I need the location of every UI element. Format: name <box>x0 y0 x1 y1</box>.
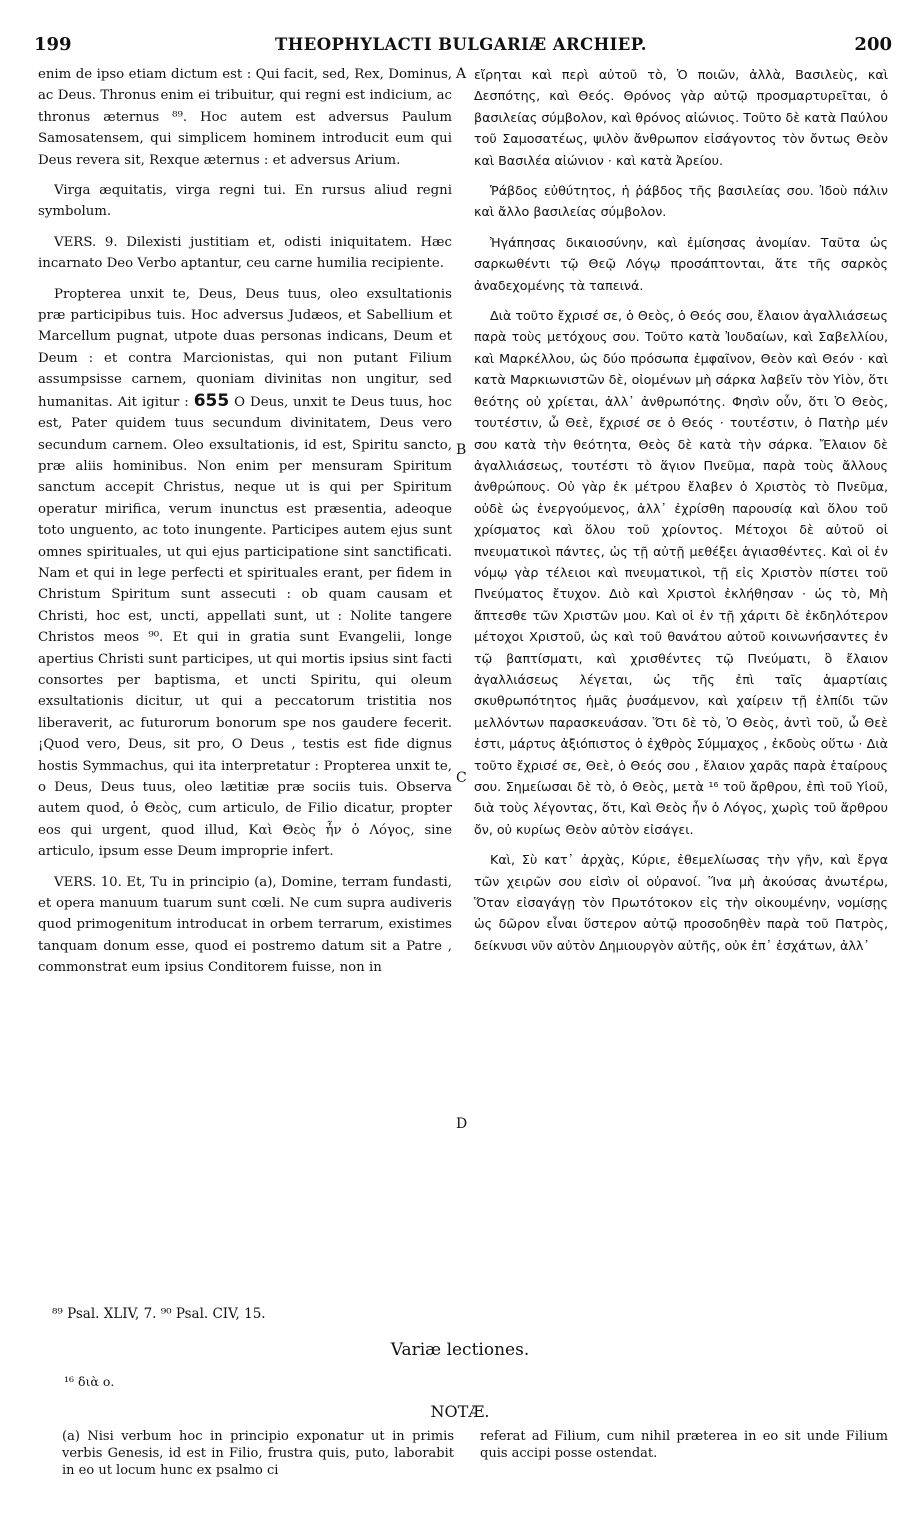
latin-paragraph <box>38 284 452 863</box>
latin-paragraph: Virga æquitatis, virga regni tui. En rursus aliud regni symbolum. <box>38 183 452 220</box>
margin-letter-c: C <box>456 770 467 786</box>
running-title: THEOPHYLACTI BULGARIÆ ARCHIEP. <box>275 35 647 54</box>
latin-paragraph: VERS. 10. Et, Tu in principio (a), Domine, terram fundasti, et opera manuum tuarum sunt cœli. Ne cum supra audiveris quod primogenitum introducat in orbem terrarum, existimes tanquam donum esse, quod ei postremo datum sit a Patre , commonstrat eum ipsius Conditorem fuisse, non in <box>38 874 452 976</box>
latin-text: O Deus, unxit te Deus tuus, hoc est, Pater quidem tuus secundum divinitatem, Deus vero secundum carnem. Oleo exsultationis, id est, Spiritu sancto, præ aliis hominibus. Non enim per mensuram Spiritum sanctum accepit Christus, neque ut is qui per Spiritum operatur mirifica, verum inunctus est præsentia, adeoque toto unguento, ac toto inungente. Participes autem ejus sunt omnes spirituales, ut qui ejus participatione sint sanctificati. Nam et qui in lege perfecti et spirituales erant, per fidem in Christum Spiritum sunt assecuti : ob quam causam et Christi, hoc est, uncti, appellati sunt, ut : Nolite tangere Christos meos ⁹⁰. Et qui in gratia sunt Evangelii, longe apertius Christi sunt participes, ut qui mortis ipsius sint facti consortes per baptisma, et uncti Spiritu, qui oleum exsultationis dicitur, ut qui a peccatorum tristitia nos liberaverit, ac futurorum bonorum spe nos gaudere fecerit. ¡Quod vero, Deus, sit pro, O Deus , testis est fide dignus hostis Symmachus, qui ita interpretatur : Propterea unxit te, o Deus, Deus tuus, oleo lætitiæ præ sociis tuis. Observa autem quod, ὁ Θεὸς, cum articulo, de Filio dicatur, propter eos qui urgent, quod illud, Καὶ Θεὸς ἦν ὁ Λόγος, sine articulo, ipsum esse Deum improprie infert. <box>38 394 452 860</box>
varia-lectiones-item: ¹⁶ διὰ ο. <box>64 1374 115 1389</box>
greek-paragraph: Διὰ τοῦτο ἔχρισέ σε, ὁ Θεὸς, ὁ Θεός σου, ἔλαιον ἀγαλλιάσεως παρὰ τοὺς μετόχους σου. Τοῦτο κατὰ Ἰουδαίων, καὶ Σαβελλίου, καὶ Μαρκέλλου, ὡς δύο πρόσωπα ἐμφαῖνον, Θεὸν καὶ Θεόν · καὶ κατὰ Μαρκιωνιστῶν δὲ, οἰομένων μὴ σάρκα λαβεῖν τὸν Υἱὸν, ὅτι θεότης οὐ χρίεται, ἀλλ᾽ ἀνθρωπότης. Φησὶν οὖν, ὅτι Ὁ Θεὸς, τουτέστιν, ὦ Θεὲ, ἔχρισέ σε ὁ Θεός · τουτέστιν, ὁ Πατὴρ μέν σου κατὰ τὴν θεότητα, Θεὸς δὲ κατὰ τὴν σάρκα. Ἔλαιον δὲ ἀγαλλιάσεως, τουτέστι τὸ ἅγιον Πνεῦμα, παρὰ τοὺς ἄλλους ἀνθρώπους. Οὐ γὰρ ἐκ μέτρου ἔλαβεν ὁ Χριστὸς τὸ Πνεῦμα, οὐδὲ ὡς ἐνεργούμενος, ἀλλ᾽ ἐχρίσθη παρουσίᾳ καὶ ὅλου τοῦ χρίσματος καὶ ὅλου τοῦ χρίοντος. Μέτοχοι δὲ αὐτοῦ οἱ πνευματικοὶ πάντες, ὡς τῇ αὐτῇ μεθέξει ἁγιασθέντες. Καὶ οἱ ἐν νόμῳ γὰρ τέλειοι καὶ πνευματικοὶ, τῇ εἰς Χριστὸν πίστει τοῦ Πνεύματος ἔτυχον. Διὸ καὶ Χριστοὶ ἐκλήθησαν · ὡς τὸ, Μὴ ἅπτεσθε τῶν Χριστῶν μου. Καὶ οἱ ἐν τῇ χάριτι δὲ ἐκδηλότερον μέτοχοι Χριστοῦ, ὡς καὶ τοῦ θανάτου αὐτοῦ κοινωνήσαντες ἐν τῷ βαπτίσματι, καὶ χρισθέντες τῷ Πνεύματι, ὃ ἔλαιον ἀγαλλιάσεως λέγεται, ὡς τῆς ἐπὶ ταῖς ἁμαρτίαις σκυθρωπότητος ἡμᾶς ῥυσάμενον, καὶ χαίρειν τῇ ἐλπίδι τῶν μελλόντων παρασκευάσαν. Ὅτι δὲ τὸ, Ὁ Θεὸς, ἀντὶ τοῦ, ὦ Θεὲ ἐστι, μάρτυς ἀξιόπιστος ὁ ἐχθρὸς Σύμμαχος , ἐκδοὺς οὕτω · Διὰ τοῦτο ἔχρισέ σε, Θεὲ, ὁ Θεός σου , ἔλαιον χαρᾶς παρὰ ἑταίρους σου. Σημείωσαι δὲ τὸ, ὁ Θεὸς, μετὰ ¹⁶ τοῦ ἄρθρου, ἐπὶ τοῦ Υἱοῦ, διὰ τοὺς λέγοντας, ὅτι, Καὶ Θεὸς ἦν ὁ Λόγος, χωρὶς τοῦ ἄρθρου ὄν, οὐ κυρίως Θεὸν αὐτὸν εἰσάγει. <box>474 308 888 837</box>
notae-heading: NOTÆ. <box>430 1402 490 1421</box>
latin-column <box>38 64 452 988</box>
margin-letter-b: B <box>456 442 467 458</box>
page-number-left: 199 <box>34 34 72 55</box>
running-header <box>30 34 892 58</box>
greek-paragraph: Καὶ, Σὺ κατ᾽ ἀρχὰς, Κύριε, ἐθεμελίωσας τὴν γῆν, καὶ ἔργα τῶν χειρῶν σου εἰσὶν οἱ οὐρανοί. Ἵνα μὴ ἀκούσας ἀνωτέρω, Ὅταν εἰσαγάγῃ τὸν Πρωτότοκον εἰς τὴν οἰκουμένην, νομίσῃς ὡς δῶρον εἶναι ὕστερον αὐτῷ προσοδηθὲν παρὰ τοῦ Πατρὸς, δείκνυσι νῦν αὐτὸν Δημιουργὸν αὐτῆς, οὐκ ἐπ᾽ ἐσχάτων, ἀλλ᾽ <box>474 852 888 953</box>
scripture-references: ⁸⁹ Psal. XLIV, 7. ⁹⁰ Psal. CIV, 15. <box>52 1306 266 1322</box>
page-number-right: 200 <box>854 34 892 55</box>
column-number: 655 <box>193 390 230 411</box>
margin-letter-a: A <box>456 66 467 82</box>
greek-paragraph: εἴρηται καὶ περὶ αὐτοῦ τὸ, Ὁ ποιῶν, ἀλλὰ, Βασιλεὺς, καὶ Δεσπότης, καὶ Θεός. Θρόνος γὰρ αὐτῷ προσμαρτυρεῖται, ὁ βασιλείας σύμβολον, καὶ θρόνος αἰώνιος. Τοῦτο δὲ κατὰ Παύλου τοῦ Σαμοσατέως, ψιλὸν ἄνθρωπον εἰσάγοντος τὸν ὄντως Θεὸν καὶ Βασιλέα αἰώνιον · καὶ κατὰ Ἀρείου. <box>474 67 888 168</box>
margin-letter-d: D <box>456 1116 468 1132</box>
latin-text: Propterea unxit te, Deus, Deus tuus, oleo exsultationis præ participibus tuis. Hoc adversus Judæos, et Sabellium et Marcellum pugnat, utpote duas personas indicans, Deum et Deum : et contra Marcionistas, qui non putant Filium assumpsisse carnem, quoniam divinitas non ungitur, sed humanitas. Ait igitur : <box>38 286 452 410</box>
greek-column <box>474 64 888 965</box>
greek-paragraph: Ἠγάπησας δικαιοσύνην, καὶ ἐμίσησας ἀνομίαν. Ταῦτα ὡς σαρκωθέντι τῷ Θεῷ Λόγῳ προσάπτονται, ἅτε τῆς σαρκὸς ἀναδεχομένης τὰ ταπεινά. <box>474 234 888 293</box>
latin-paragraph: VERS. 9. Dilexisti justitiam et, odisti iniquitatem. Hæc incarnato Deo Verbo aptantur, ceu carne humilia recipiente. <box>38 234 452 272</box>
note-right: referat ad Filium, cum nihil præterea in eo sit unde Filium quis accipi posse ostendat. <box>480 1429 888 1461</box>
latin-paragraph: enim de ipso etiam dictum est : Qui facit, sed, Rex, Dominus, ac Deus. Thronus enim ei tribuitur, qui regni est indicium, ac thronus æternus ⁸⁹. Hoc autem est adversus Paulum Samosatensem, qui simplicem hominem introducit eum qui Deus revera sit, Rexque æternus : et adversus Arium. <box>38 67 452 168</box>
note-left: (a) Nisi verbum hoc in principio exponatur ut in primis verbis Genesis, id est in Filio, frustra quis, puto, laborabit in eo ut locum hunc ex psalmo ci <box>62 1429 454 1478</box>
varia-lectiones-heading: Variæ lectiones. <box>390 1340 530 1360</box>
greek-paragraph: Ῥάβδος εὐθύτητος, ἡ ῥάβδος τῆς βασιλείας σου. Ἰδοὺ πάλιν καὶ ἄλλο βασιλείας σύμβολον. <box>474 183 888 220</box>
